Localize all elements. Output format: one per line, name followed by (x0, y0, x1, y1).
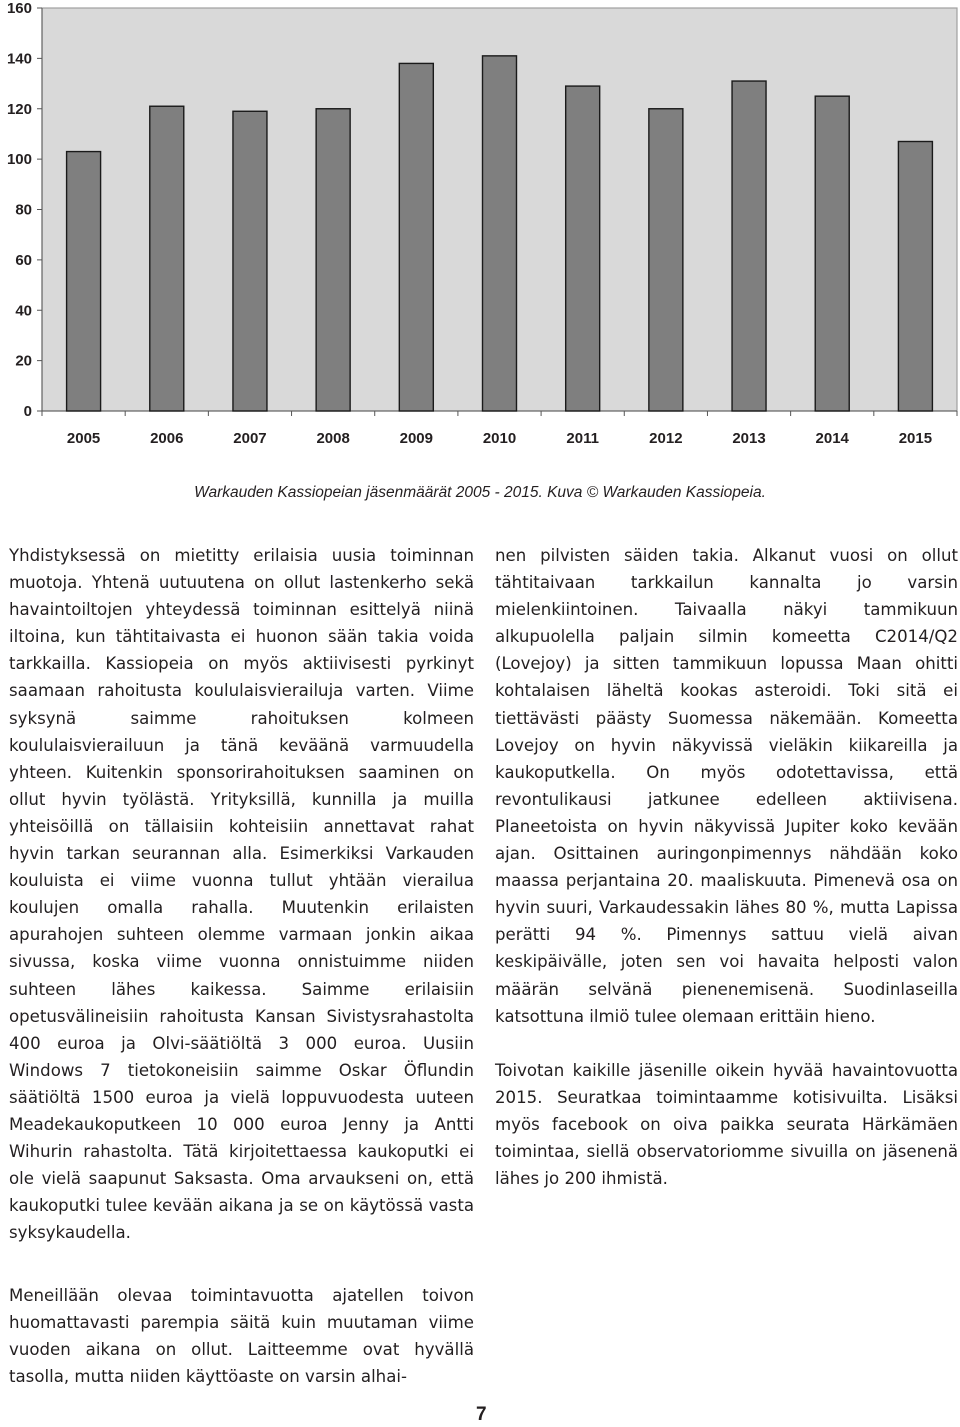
bar-2009 (399, 63, 433, 411)
bar-2014 (815, 96, 849, 411)
y-tick-label: 20 (15, 352, 32, 370)
y-tick-label: 60 (15, 251, 32, 269)
y-tick-label: 0 (23, 403, 32, 420)
bar-2007 (233, 111, 267, 411)
x-tick-label: 2007 (233, 430, 267, 447)
left-column (9, 542, 474, 1246)
bar-2006 (150, 106, 184, 411)
y-tick-label: 100 (6, 151, 32, 169)
bar-2011 (566, 86, 600, 411)
right-column-paragraph-2: Toivotan kaikille jäsenille oikein hyvää havaintovuotta 2015. Seuratkaa toimintaamme kotisivuilta. Lisäksi myös facebook on oiva paikka seurata Härkämäen toimintaa, siellä observatoriomme sivuilla on jäsenenä lähes jo 200 ihmistä. (495, 1060, 958, 1189)
x-tick-label: 2014 (815, 430, 849, 447)
bar-2013 (732, 81, 766, 411)
bar-2010 (483, 56, 517, 411)
bar-2012 (649, 109, 683, 411)
bottom-left-column (9, 1282, 474, 1390)
bottom-left-paragraph: Meneillään olevaa toimintavuotta ajatellen toivon huomattavasti parempia säitä kuin muutaman viime vuoden aikana on ollut. Laitteemme ovat hyvällä tasolla, mutta niiden käyttöaste on varsin alhai- (9, 1286, 474, 1387)
x-tick-label: 2013 (732, 430, 766, 447)
y-tick-label: 140 (6, 50, 32, 68)
x-tick-label: 2012 (649, 430, 683, 447)
figure-caption: Warkauden Kassiopeian jäsenmäärät 2005 - 2015. Kuva © Warkauden Kassiopeia. (194, 484, 766, 501)
x-tick-label: 2008 (316, 430, 350, 447)
x-tick-label: 2006 (150, 430, 184, 447)
y-tick-label: 160 (6, 0, 32, 17)
x-tick-label: 2015 (898, 430, 933, 447)
bar-2008 (316, 109, 350, 411)
x-tick-label: 2011 (566, 430, 599, 447)
bar-2015 (898, 141, 932, 411)
chart-svg (0, 0, 960, 460)
right-column-paragraph-1: nen pilvisten säiden takia. Alkanut vuosi on ollut tähtitaivaan tarkkailun kannalta jo varsin mielenkiintoinen. Taivaalla näkyi tammikuun alkupuolella paljain silmin komeetta C2014/Q2 (Lovejoy) ja sitten tammikuun lopussa Maan ohitti kohtalaisen läheltä kookas asteroidi. Toki sitä ei tiettävästi päästy Suomessa näkemään. Komeetta Lovejoy on hyvin näkyvissä vieläkin kiikareilla ja kaukoputkella. On myös odotettavissa, että revontulikausi jatkunee edelleen aktiivisena. Planeetoista on hyvin näkyvissä Jupiter koko kevään ajan. Osittainen auringonpimennys nähdään koko maassa perjantaina 20. maaliskuuta. Pimenevä osa on hyvin suuri, Varkaudessakin lähes 80 %, mutta Lapissa perätti 94 %. Pimennys sattuu vielä aivan keskipäivälle, joten sen voi havaita helposti valon määrän selvänä pienenemisenä. Suodinlaseilla katsottuna ilmiö tulee olemaan erittäin hieno. (495, 546, 958, 1026)
left-column-paragraph: Yhdistyksessä on mietitty erilaisia uusia toiminnan muotoja. Yhtenä uutuutena on ollut lastenkerho sekä havaintoiltojen yhteydessä toiminnan esittelyä niinä iltoina, kun tähtitaivasta ei huonon sään takia voida tarkkailla. Kassiopeia on myös aktiivisesti pyrkinyt saamaan rahoitusta koululaisvierailuja varten. Viime syksynä saimme rahoituksen kolmeen koululaisvierailuun ja tänä keväänä varmuudella yhteen. Kuitenkin sponsorirahoituksen saaminen on ollut hyvin työlästä. Yrityksillä, kunnilla ja muilla yhteisöillä on tällaisiin kohteisiin annettavat rahat hyvin tarkan seurannan alla. Esimerkiksi Varkauden kouluista ei viime vuonna tullut yhtään vierailua koulujen omalla rahalla. Muutenkin erilaisten apurahojen suhteen olemme varmaan jonkin aikaa sivussa, koska viime vuonna onnistuimme niiden suhteen lähes kaikessa. Saimme erilaisiin opetusvälineisiin rahoitusta Kansan Sivistysrahastolta 400 euroa ja Olvi-säätiöltä 3 000 euroa. Uusiin Windows 7 tietokoneisiin saimme Oskar Öflundin säätiöltä 1500 euroa ja vielä loppuvuodesta uuteen Meadekaukoputkeen 10 000 euroa Jenny ja Antti Wihurin rahastolta. Tätä kirjoitettaessa kaukoputki ei ole vielä saapunut Saksasta. Oma arvaukseni on, että kaukoputki tulee kevään aikana ja se on käytössä vasta syksykaudella. (9, 546, 474, 1243)
page-number: 7 (476, 1404, 487, 1425)
y-tick-label: 80 (15, 201, 32, 219)
x-tick-label: 2005 (66, 430, 101, 447)
y-tick-label: 120 (6, 100, 32, 118)
membership-bar-chart (0, 0, 960, 460)
right-column (495, 542, 958, 1192)
bar-2005 (67, 152, 101, 411)
x-tick-label: 2009 (399, 430, 434, 447)
x-tick-label: 2010 (482, 430, 517, 447)
y-tick-label: 40 (15, 302, 32, 320)
